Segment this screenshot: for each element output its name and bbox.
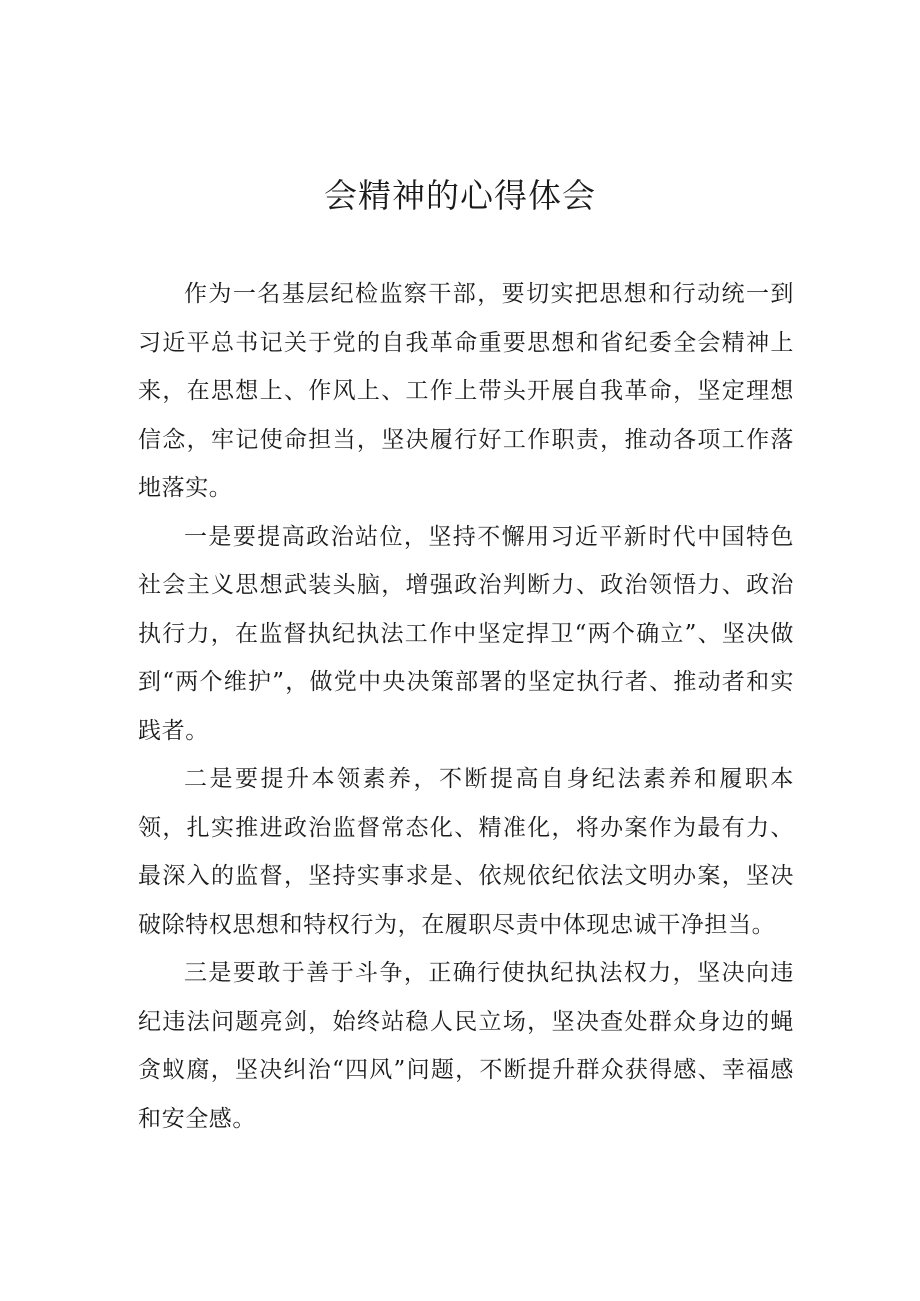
- paragraph-point-one: 一是要提高政治站位，坚持不懈用习近平新时代中国特色社会主义思想武装头脑，增强政治判断力、政治领悟力、政治执行力，在监督执纪执法工作中坚定捍卫“两个确立”、坚决做到“两个维护”，做党中央决策部署的坚定执行者、推动者和实践者。: [138, 523, 794, 744]
- document-body: [138, 270, 794, 1143]
- paragraph-intro: 作为一名基层纪检监察干部，要切实把思想和行动统一到习近平总书记关于党的自我革命重要思想和省纪委全会精神上来，在思想上、作风上、工作上带头开展自我革命，坚定理想信念，牢记使命担当，坚决履行好工作职责，推动各项工作落地落实。: [138, 281, 794, 501]
- paragraph-point-two: 二是要提升本领素养，不断提高自身纪法素养和履职本领，扎实推进政治监督常态化、精准化，将办案作为最有力、最深入的监督，坚持实事求是、依规依纪依法文明办案，坚决破除特权思想和特权行为，在履职尽责中体现忠诚干净担当。: [138, 766, 794, 938]
- paragraph-point-three: 三是要敢于善于斗争，正确行使执纪执法权力，坚决向违纪违法问题亮剑，始终站稳人民立场，坚决查处群众身边的蝇贪蚁腐，坚决纠治“四风”问题，不断提升群众获得感、幸福感和安全感。: [138, 960, 794, 1132]
- document-title: 会精神的心得体会: [324, 176, 596, 215]
